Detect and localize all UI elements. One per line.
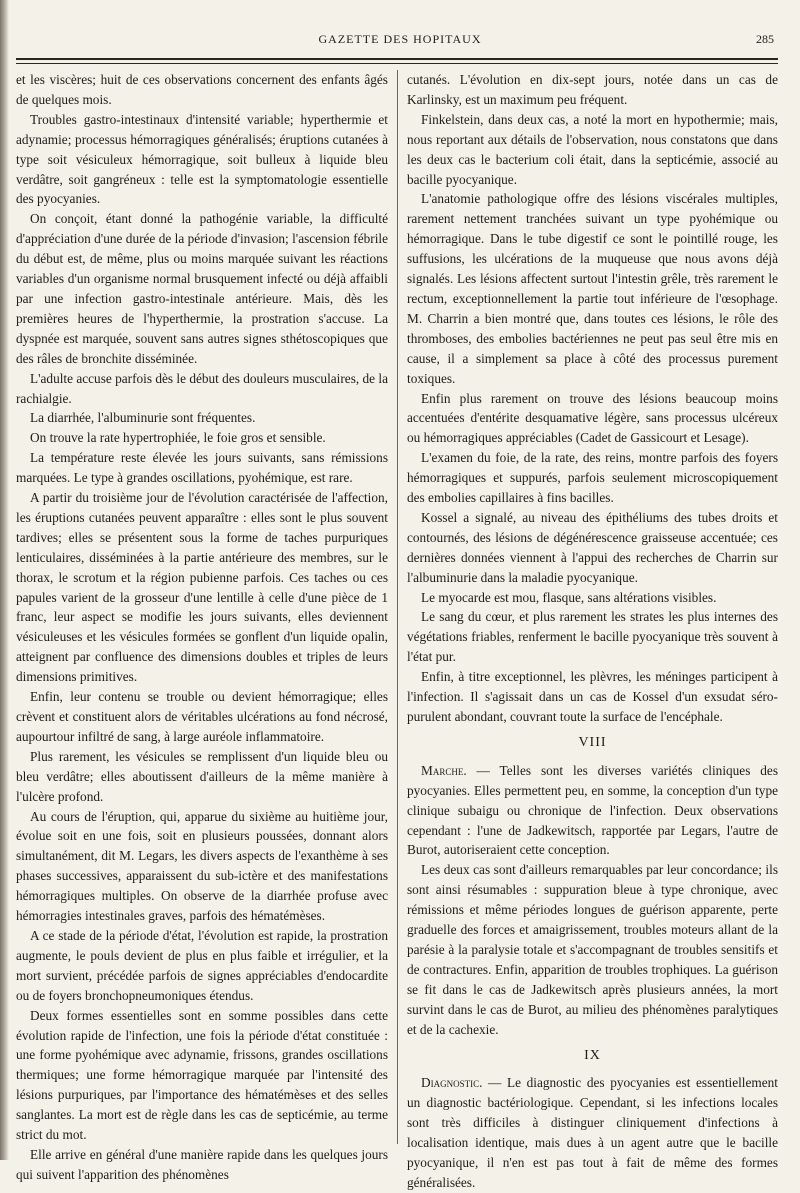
article-body: [16, 70, 778, 1190]
paragraph: Troubles gastro-intestinaux d'intensité variable; hyperthermie et adynamie; processus hémorragiques généralisés; éruptions cutanées à type soit vésiculeux hémorragique, soit bulleux à liquide bleu verdâtre, soit gangréneux : telle est la symptomatologie essentielle des pyocyanies.: [16, 111, 388, 207]
paragraph: A ce stade de la période d'état, l'évolution est rapide, la prostration augmente, le pouls devient de plus en plus faible et irrégulier, et la mort survient, précédée parfois de signes appréciables d'endocardite ou de foyers bronchopneumoniques étendus.: [16, 927, 388, 1003]
header-rule-thick: [16, 58, 778, 60]
paragraph-text: — Telles sont les diverses variétés cliniques des pyocyanies. Elles permettent peu, en somme, la conception d'un type clinique subaigu ou chronique de l'infection. Deux observations cependant : l'une de Jadkewitsch, rapportée par Legars, l'autre de Burot, autoriseraient cette conception.: [407, 762, 778, 858]
section-heading-viii: VIII: [578, 734, 607, 750]
run-in-heading: Diagnostic.: [421, 1075, 483, 1091]
paragraph: L'adulte accuse parfois dès le début des douleurs musculaires, de la rachialgie.: [16, 370, 388, 406]
page-number: 285: [756, 32, 774, 46]
paragraph-text: — Le diagnostic des pyocyanies est essentiellement un diagnostic bactériologique. Cependant, si les infections locales sont très difficiles à distinguer cliniquement d'infections à localisation identique, mais dues à un agent autre que le bacille pyocyanique, il n'en est pas tout à fait de même des formes généralisées.: [407, 1075, 778, 1190]
paragraph: A partir du troisième jour de l'évolution caractérisée de l'affection, les éruptions cutanées peuvent apparaître : elles sont le plus souvent tardives; elles se présentent sous la forme de taches purpuriques lenticulaires, disséminées à la partie antérieure des membres, sur le thorax, le scrotum et la région pubienne parfois. Ces taches ou ces papules varient de la grosseur d'une lentille à celle d'une pièce de 1 franc, leur aspect se modifie les jours suivants, elles deviennent vésiculeuses et les vésicules formées se gonflent d'un liquide opalin, atteignent par confluence des dimensions doubles et triples de leurs dimensions primitives.: [16, 490, 388, 685]
paragraph: Elle arrive en général d'une manière rapide dans les quelques jours qui suivent l'apparition des phénomènes: [16, 1146, 388, 1182]
paragraph: Enfin, leur contenu se trouble ou devient hémorragique; elles crèvent et constituent alors de véritables ulcérations au fond nécrosé, aupourtour infiltré de sang, à large auréole inflammatoire.: [16, 689, 388, 744]
paragraph: La diarrhée, l'albuminurie sont fréquentes.: [30, 410, 256, 426]
page-header: [12, 32, 788, 54]
paragraph: [407, 1073, 778, 1192]
paragraph: Kossel a signalé, au niveau des épithéliums des tubes droits et contournés, des lésions de dégénérescence graisseuse accentuée; ces dernières données viennent à l'appui des recherches de Charrin sur l'albuminurie dans la maladie pyocyanique.: [407, 509, 778, 585]
right-column: [397, 70, 778, 1190]
left-column: [16, 70, 397, 1182]
running-head: GAZETTE DES HOPITAUX: [318, 32, 482, 46]
paragraph: [407, 761, 778, 861]
paragraph: Le myocarde est mou, flasque, sans altérations visibles.: [421, 589, 717, 605]
paragraph: Les deux cas sont d'ailleurs remarquables par leur concordance; ils sont ainsi résumables : suppuration bleue à type chronique, avec rémissions et même périodes longues de guérison apparente, perte graduelle des forces et amaigrissement, troubles moteurs allant de la parésie à la paralysie totale et s'accompagnant de troubles sensitifs et de contractures. Enfin, apparition de troubles trophiques. La guérison se fit dans le cas de Jadkewitsch après plusieurs années, la mort survint dans le cas de Burot, au milieu des phénomènes paralytiques et de la cachexie.: [407, 862, 778, 1037]
section-heading-ix: IX: [584, 1047, 601, 1063]
header-rule-thin: [16, 63, 778, 64]
paragraph: On conçoit, étant donné la pathogénie variable, la difficulté d'appréciation d'une durée de la période d'invasion; l'ascension fébrile du début est, de même, plus ou moins marquée suivant les réactions variables d'un organisme normal brusquement infecté ou déjà affaibli par une infection gastro-intestinale antérieure. Mais, dès les premières heures de l'hyperthermie, la prostration s'accuse. La dyspnée est marquée, souvent sans autres signes sthétoscopiques que des râles de bronchite disséminée.: [16, 211, 388, 366]
paragraph: On trouve la rate hypertrophiée, le foie gros et sensible.: [30, 430, 326, 446]
paragraph: Plus rarement, les vésicules se remplissent d'un liquide bleu ou bleu verdâtre; elles aboutissent d'ailleurs de la même manière à l'ulcère profond.: [16, 748, 388, 804]
paragraph: Enfin, à titre exceptionnel, les plèvres, les méninges participent à l'infection. Il s'agissait dans un cas de Kossel d'un exsudat séro-purulent abondant, couvrant toute la surface de l'encéphale.: [407, 669, 778, 724]
paragraph: L'anatomie pathologique offre des lésions viscérales multiples, rarement nettement tranchées suivant un type pyohémique ou hémorragique. Dans le tube digestif ce sont le pointillé rouge, les suffusions, les ulcérations de la muqueuse que nous avons déjà signalés. Les lésions affectent surtout l'intestin grêle, très rarement le rectum, exceptionnellement la partie tout inférieure de l'œsophage. M. Charrin a bien montré que, dans toutes ces lésions, le rôle des thromboses, des embolies bactériennes ne peut pas seul être mis en cause, il a simplement sa place à côté des processus purement toxiques.: [407, 191, 778, 386]
paragraph: cutanés. L'évolution en dix-sept jours, notée dans un cas de Karlinsky, est un maximum peu fréquent.: [407, 72, 778, 107]
paragraph: Finkelstein, dans deux cas, a noté la mort en hypothermie; mais, nous reportant aux détails de l'observation, nous constatons que dans les deux cas le bacterium coli était, dans la septicémie, associé au bacille pyocyanique.: [407, 111, 778, 187]
run-in-heading: Marche.: [421, 762, 467, 778]
paragraph: La température reste élevée les jours suivants, sans rémissions marquées. Le type à grandes oscillations, pyohémique, est rare.: [16, 450, 388, 486]
paragraph: et les viscères; huit de ces observations concernent des enfants âgés de quelques mois.: [16, 72, 388, 107]
page-binding-edge: [0, 0, 9, 1160]
paragraph: Deux formes essentielles sont en somme possibles dans cette évolution rapide de l'infection, une fois la période d'état constituée : une forme pyohémique avec adynamie, frissons, grandes oscillations thermiques; une forme hémorragique marquée par l'intensité des lésions purpuriques, par l'importance des hématémèses et des selles sanglantes. La mort est de règle dans les cas de septicémie, au terme strict du mot.: [16, 1007, 388, 1143]
paragraph: Enfin plus rarement on trouve des lésions beaucoup moins accentuées d'entérite desquamative légère, sans processus ulcéreux ou hémorragiques appréciables (Cadet de Gassicourt et Lesage).: [407, 390, 778, 446]
paragraph: Le sang du cœur, et plus rarement les strates les plus internes des végétations friables, renferment le bacille pyocyanique très souvent à l'état pur.: [407, 609, 778, 665]
paragraph: L'examen du foie, de la rate, des reins, montre parfois des foyers hémorragiques et suppurés, parfois seulement microscopiquement des embolies capillaires à fins bacilles.: [407, 450, 778, 506]
paragraph: Au cours de l'éruption, qui, apparue du sixième au huitième jour, évolue soit en une fois, soit en plusieurs poussées, donnant alors simultanément, dit M. Legars, les divers aspects de l'exanthème à ses phases successives, apparaissent du sub-ictère et des manifestations hémorragiques multiples. On observe de la diarrhée profuse avec hémorragies intestinales graves, parfois des hématémèses.: [16, 808, 388, 924]
